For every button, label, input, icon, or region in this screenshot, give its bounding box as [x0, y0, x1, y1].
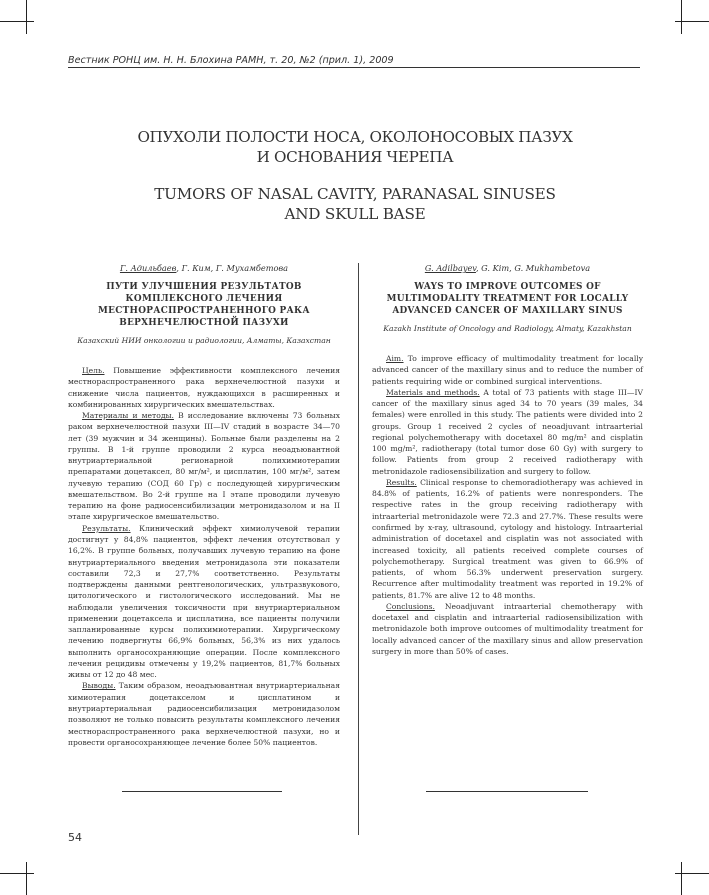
section-title-ru-line: И ОСНОВАНИЯ ЧЕРЕПА	[256, 148, 454, 166]
paragraph-conclusions	[372, 601, 643, 657]
section-label: Результаты.	[82, 523, 131, 533]
paragraph-results	[372, 477, 643, 601]
end-rule-en	[426, 791, 588, 792]
authors-en	[372, 263, 643, 274]
crop-mark	[26, 0, 27, 34]
journal-header: Вестник РОНЦ им. Н. Н. Блохина РАМН, т. 20, №2 (прил. 1), 2009	[68, 55, 394, 66]
paragraph-text: To improve efficacy of multimodality treatment for locally advanced cancer of the maxillary sinus and to reduce the number of patients requiring wide or combined surgical interventions.	[372, 354, 643, 386]
co-authors: , G. Kim, G. Mukhambetova	[475, 263, 591, 273]
institution-en: Kazakh Institute of Oncology and Radiology, Almaty, Kazakhstan	[383, 324, 632, 333]
authors-ru	[68, 263, 340, 274]
abstract-body-ru	[68, 365, 340, 748]
abstract-title-line: МЕСТНОРАСПРОСТРАНЕННОГО РАКА	[98, 306, 310, 316]
page-number: 54	[68, 831, 82, 844]
abstract-ru	[68, 263, 340, 748]
paragraph-aim	[68, 365, 340, 410]
paragraph-text: Повышение эффективности комплексного лечения местнораспространенного рака верхнечелюстной пазухи и снижение числа пациентов, нуждающихся в расширенных и комбинированных хирургических вмешательствах.	[68, 366, 340, 409]
institution-ru: Казахский НИИ онкологии и радиологии, Алматы, Казахстан	[77, 336, 331, 345]
header-rule	[68, 67, 640, 68]
section-title-ru-line: ОПУХОЛИ ПОЛОСТИ НОСА, ОКОЛОНОСОВЫХ ПАЗУХ	[137, 128, 573, 146]
crop-mark	[26, 862, 27, 895]
paragraph-results	[68, 523, 340, 681]
abstract-title-ru	[68, 281, 340, 329]
section-title-en-line: TUMORS OF NASAL CAVITY, PARANASAL SINUSES	[154, 185, 556, 203]
paragraph-aim	[372, 353, 643, 387]
crop-mark	[0, 21, 34, 22]
section-label: Цель.	[82, 366, 105, 375]
first-author: Г. Адильбаев	[119, 263, 177, 273]
section-label: Results.	[386, 477, 417, 487]
section-label: Выводы.	[82, 681, 116, 691]
section-label: Materials and methods.	[386, 387, 480, 397]
section-label: Материалы и методы.	[82, 411, 174, 421]
end-rule-ru	[122, 791, 282, 792]
section-title-en-line: AND SKULL BASE	[284, 205, 426, 223]
co-authors: , Г. Ким, Г. Мухамбетова	[176, 263, 289, 273]
abstract-title-line: КОМПЛЕКСНОГО ЛЕЧЕНИЯ	[125, 294, 283, 304]
paragraph-text: Таким образом, неоадъювантная внутриартериальная химиотерапия доцетакселом и цисплатином и внутриартериальная радиосенсибилизация метронидазолом позволяют не только повысить результаты комплексного лечения местнораспространенного рака верхнечелюстной пазухи, но и провести органосохраняющее лечение более 50% пациентов.	[68, 681, 340, 747]
abstract-title-line: ПУТИ УЛУЧШЕНИЯ РЕЗУЛЬТАТОВ	[106, 282, 302, 292]
paragraph-conclusions	[68, 680, 340, 748]
crop-mark	[0, 873, 34, 874]
abstract-en	[372, 263, 643, 657]
crop-mark	[681, 0, 682, 34]
section-label: Conclusions.	[386, 601, 435, 611]
abstract-title-line: WAYS TO IMPROVE OUTCOMES OF	[414, 282, 601, 292]
abstract-title-line: ВЕРХНЕЧЕЛЮСТНОЙ ПАЗУХИ	[119, 318, 289, 328]
paragraph-text: Клинический эффект химиолучевой терапии достигнут у 84,8% пациентов, эффект лечения отсутствовал у 16,2%. В группе больных, получавших лучевую терапию на фоне внутриартериального введения метронидазола эти показатели составили 72,3 и 27,7% соответственно. Результаты подтверждены данными рентгенологических, ультразвукового, цитологического и гистологического исследований. Мы не наблюдали увеличения токсичности при внутриартериальном применении доцетаксела и цисплатина, все пациенты получили запланированные курсы полихимиотерапии. Хирургическому лечению подвергнуты 66,9% больных, 56,3% из них удалось выполнить органосохраняющие операции. После комплексного лечения рецидивы отмечены у 19,2% пациентов, 81,7% больных живы от 12 до 48 мес.	[68, 523, 340, 680]
paragraph-methods	[372, 387, 643, 477]
section-title-ru	[60, 127, 650, 167]
abstract-body-en	[372, 353, 643, 657]
paragraph-text: Neoadjuvant intraarterial chemotherapy with docetaxel and cisplatin and intraarterial radiosensibilization with metronidazole both improve outcomes of multimodality treatment for locally advanced cancer of the maxillary sinus and allow preservation surgery in more than 50% of cases.	[372, 601, 643, 656]
paragraph-text: A total of 73 patients with stage III—IV cancer of the maxillary sinus aged 34 to 70 years (39 males, 34 females) were enrolled in this study. The patients were divided into 2 groups. Group 1 received 2 cycles of neoadjuvant intraarterial regional polychemotherapy with docetaxel 80 mg/m² and cisplatin 100 mg/m², radiotherapy (total tumor dose 60 Gy) with surgery to follow. Patients from group 2 received radiotherapy with metronidazole radiosensibilization and surgery to follow.	[372, 387, 644, 476]
abstract-title-line: ADVANCED CANCER OF MAXILLARY SINUS	[392, 306, 623, 316]
abstract-title-en	[372, 281, 643, 317]
column-divider	[358, 263, 359, 835]
paragraph-methods	[68, 410, 340, 523]
first-author: G. Adilbayev	[424, 263, 476, 273]
paragraph-text: В исследование включены 73 больных раком верхнечелюстной пазухи III—IV стадий в возрасте 34—70 лет (39 мужчин и 34 женщины). Больные были разделены на 2 группы. В 1-й группе проводили 2 курса неоадъювантной внутриартериальной регионарной полихимиотерапии препаратами доцетаксел, 80 мг/м², и цисплатин, 100 мг/м², затем лучевую терапию (СОД 60 Гр) с последующей хирургическим вмешательством. Во 2-й группе на I этапе проводили лучевую терапию на фоне радиосенсибилизации метронидазолом и на II этапе хирургическое вмешательство.	[68, 411, 340, 522]
abstract-title-line: MULTIMODALITY TREATMENT FOR LOCALLY	[386, 294, 629, 304]
crop-mark	[681, 862, 682, 895]
paragraph-text: Clinical response to chemoradiotherapy was achieved in 84.8% of patients, 16.2% of patients were nonresponders. The respective rates in the group receiving radiotherapy with intraarterial metronidazole were 72.3 and 27.7%. These results were confirmed by x-ray, ultrasound, cytology and histology. Intraarterial administration of docetaxel and cisplatin was not associated with increased toxicity, all patients received complete courses of polychemotherapy. Surgical treatment was given to 66.9% of patients, of whom 56.3% underwent preservation surgery. Recurrence after multimodality treatment was reported in 19.2% of patients, 81.7% are alive 12 to 48 months.	[372, 477, 643, 600]
section-title-en	[60, 184, 650, 224]
section-label: Aim.	[386, 354, 404, 363]
